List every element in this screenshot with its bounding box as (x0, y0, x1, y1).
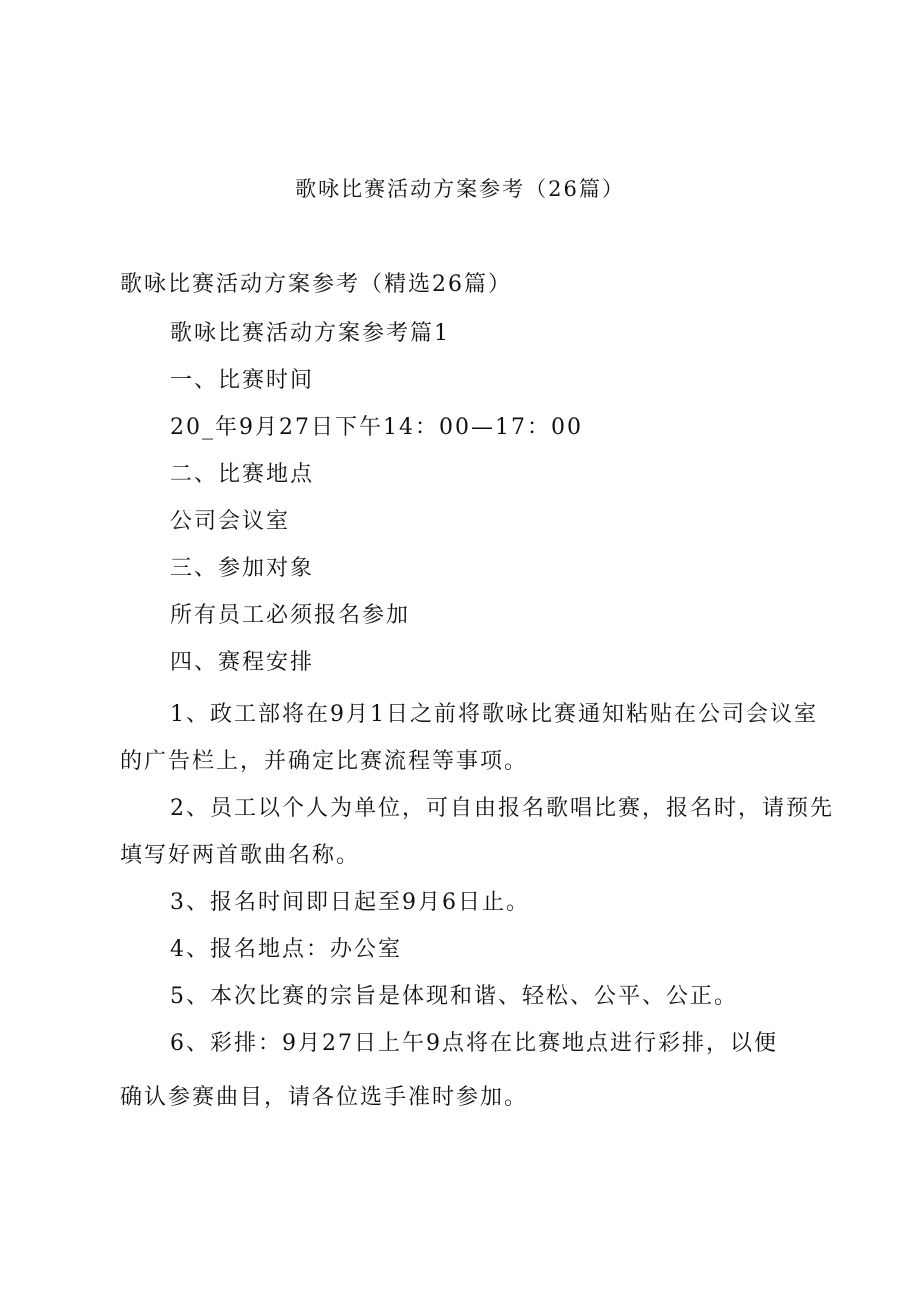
schedule-item-1: 1、政工部将在9月1日之前将歌咏比赛通知粘贴在公司会议室 (170, 702, 818, 727)
section-content-participants: 所有员工必须报名参加 (170, 603, 411, 628)
schedule-item-5: 5、本次比赛的宗旨是体现和谐、轻松、公平、公正。 (170, 984, 738, 1009)
schedule-item-6: 6、彩排：9月27日上午9点将在比赛地点进行彩排，以便 (170, 1031, 778, 1056)
schedule-item-2-cont: 填写好两首歌曲名称。 (120, 843, 361, 868)
document-subtitle: 歌咏比赛活动方案参考（精选26篇） (120, 272, 512, 297)
chapter-heading: 歌咏比赛活动方案参考篇1 (170, 321, 450, 346)
section-content-location: 公司会议室 (170, 509, 291, 534)
document-title: 歌咏比赛活动方案参考（26篇） (295, 177, 625, 201)
section-heading-participants: 三、参加对象 (170, 556, 315, 581)
section-heading-location: 二、比赛地点 (170, 462, 315, 487)
schedule-item-2: 2、员工以个人为单位，可自由报名歌唱比赛，报名时，请预先 (170, 796, 834, 821)
schedule-item-1-cont: 的广告栏上，并确定比赛流程等事项。 (120, 749, 529, 774)
section-heading-time: 一、比赛时间 (170, 368, 315, 393)
section-content-time: 20_年9月27日下午14：00—17：00 (170, 415, 583, 440)
schedule-item-3: 3、报名时间即日起至9月6日止。 (170, 890, 530, 915)
schedule-item-6-cont: 确认参赛曲目，请各位选手准时参加。 (120, 1085, 529, 1110)
schedule-item-4: 4、报名地点：办公室 (170, 937, 402, 962)
section-heading-schedule: 四、赛程安排 (170, 650, 315, 675)
